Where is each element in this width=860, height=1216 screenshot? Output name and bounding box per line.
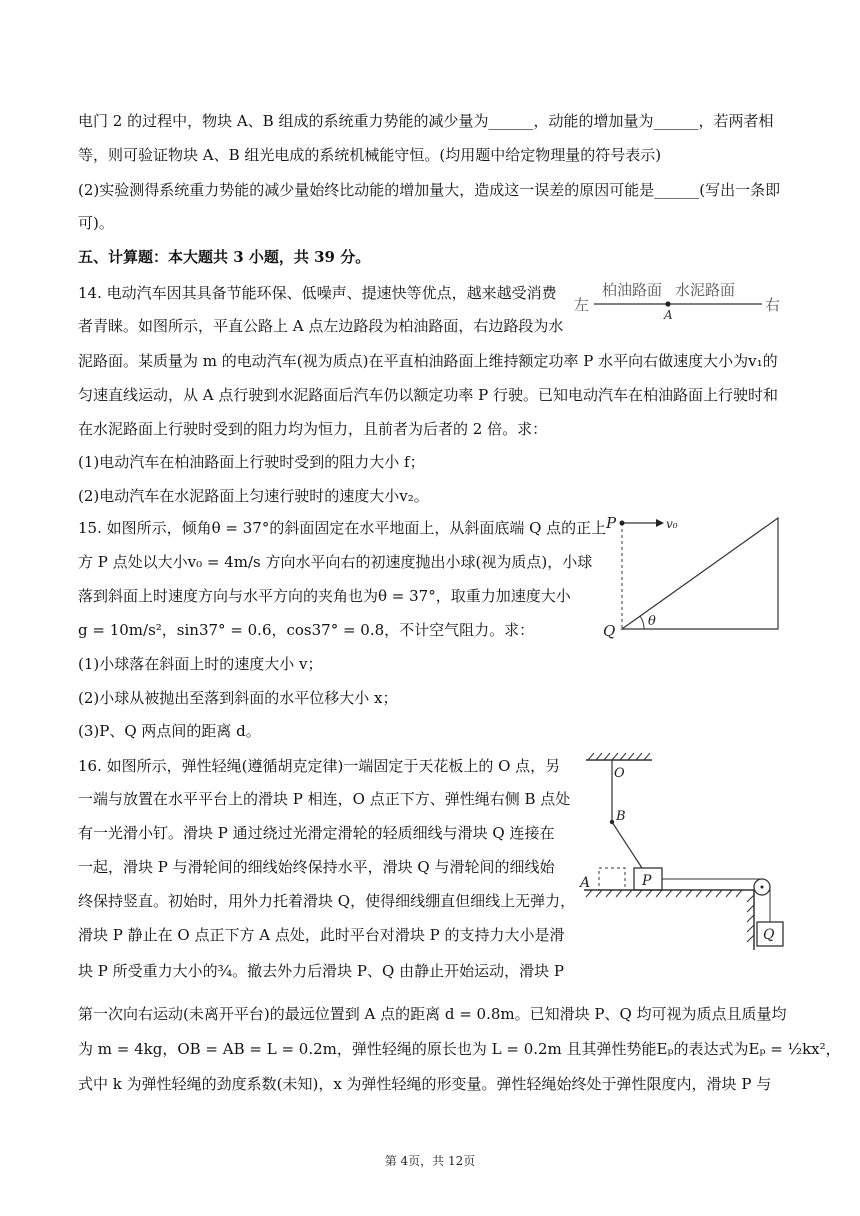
road-diagram <box>572 276 784 322</box>
point-q-label: Q <box>603 622 616 640</box>
text-line: (1)小球落在斜面上时的速度大小 v； <box>78 655 323 673</box>
text-line: (2)实验测得系统重力势能的减少量始终比动能的增加量大，造成这一误差的原因可能是______(写出一条即 <box>78 181 781 199</box>
text-line: 一起，滑块 P 与滑轮间的细线始终保持水平，滑块 Q 与滑轮间的细线始 <box>78 858 555 876</box>
point-a-label: A <box>580 875 591 891</box>
text-line: 一端与放置在水平平台上的滑块 P 相连，O 点正下方、弹性绳右侧 B 点处 <box>78 790 571 808</box>
left-label: 左 <box>574 296 590 314</box>
text-line: 式中 k 为弹性轻绳的劲度系数(未知)，x 为弹性轻绳的形变量。弹性轻绳始终处于弹性限度内，滑块 P 与 <box>78 1075 772 1093</box>
point-a-dot <box>665 301 670 306</box>
point-o-label: O <box>614 766 625 781</box>
text-line: 者青睐。如图所示，平直公路上 A 点左边路段为柏油路面，右边路段为水 <box>78 317 564 335</box>
pulley-diagram <box>574 752 786 956</box>
text-line: 在水泥路面上行驶时受到的阻力均为恒力，且前者为后者的 2 倍。求： <box>78 420 548 438</box>
text-line: 电门 2 的过程中，物块 A、B 组成的系统重力势能的减少量为______，动能的增加量为______，若两者相 <box>78 112 774 130</box>
text-line: 落到斜面上时速度方向与水平方向的夹角也为θ = 37°，取重力加速度大小 <box>78 587 571 605</box>
block-p-label: P <box>642 873 652 889</box>
page-footer: 第 4页，共 12页 <box>384 1154 476 1168</box>
v0-label: v₀ <box>666 517 678 531</box>
point-a-label: A <box>664 308 673 322</box>
text-line: 终保持竖直。初始时，用外力托着滑块 Q，使得细线绷直但细线上无弹力， <box>78 892 576 910</box>
text-line: (3)P、Q 两点间的距离 d。 <box>78 722 261 740</box>
text-line: 等，则可验证物块 A、B 组光电成的系统机械能守恒。(均用题中给定物理量的符号表示) <box>78 146 662 164</box>
section-heading: 五、计算题：本大题共 3 小题，共 39 分。 <box>78 248 371 266</box>
text-line: 可)。 <box>78 214 114 232</box>
text-line: (2)电动汽车在水泥路面上匀速行驶时的速度大小v₂。 <box>78 487 429 505</box>
block-q-label: Q <box>763 927 775 943</box>
text-line: 方 P 点处以大小v₀ = 4m/s 方向水平向右的初速度抛出小球(视为质点)，小球 <box>78 553 593 571</box>
point-p-label: P <box>606 514 617 532</box>
text-line: 16. 如图所示，弹性轻绳(遵循胡克定律)一端固定于天花板上的 O 点，另 <box>78 757 561 775</box>
text-line: 滑块 P 静止在 O 点正下方 A 点处，此时平台对滑块 P 的支持力大小是滑 <box>78 926 565 944</box>
text-line: g = 10m/s²，sin37° = 0.6，cos37° = 0.8，不计空气阻力。求： <box>78 621 535 639</box>
text-line: 14. 电动汽车因其具备节能环保、低噪声、提速快等优点，越来越受消费 <box>78 284 557 302</box>
text-line: (2)小球从被抛出至落到斜面的水平位移大小 x； <box>78 689 398 707</box>
concrete-label: 水泥路面 <box>675 281 736 299</box>
asphalt-label: 柏油路面 <box>602 281 663 299</box>
text-line: 第一次向右运动(未离开平台)的最远位置到 A 点的距离 d = 0.8m。已知滑块 P、Q 均可视为质点且质量均 <box>78 1005 787 1023</box>
point-b-label: B <box>616 809 626 824</box>
right-label: 右 <box>765 296 781 314</box>
text-line: (1)电动汽车在柏油路面上行驶时受到的阻力大小 f； <box>78 453 425 471</box>
text-line: 块 P 所受重力大小的¾。撤去外力后滑块 P、Q 由静止开始运动，滑块 P <box>78 962 564 980</box>
text-line: 15. 如图所示，倾角θ = 37°的斜面固定在水平地面上，从斜面底端 Q 点的正上 <box>78 519 607 537</box>
text-line: 匀速直线运动，从 A 点行驶到水泥路面后汽车仍以额定功率 P 行驶。已知电动汽车在柏油路面上行驶时和 <box>78 386 779 404</box>
text-line: 为 m = 4kg，OB = AB = L = 0.2m，弹性轻绳的原长也为 L = 0.2m 且其弹性势能Eₚ的表达式为Eₚ = ½kx²， <box>78 1040 841 1058</box>
incline-diagram <box>598 512 786 640</box>
text-line: 有一光滑小钉。滑块 P 通过绕过光滑定滑轮的轻质细线与滑块 Q 连接在 <box>78 824 555 842</box>
text-line: 泥路面。某质量为 m 的电动汽车(视为质点)在平直柏油路面上维持额定功率 P 水平向右做速度大小为v₁的 <box>78 352 778 370</box>
theta-label: θ <box>648 614 656 629</box>
